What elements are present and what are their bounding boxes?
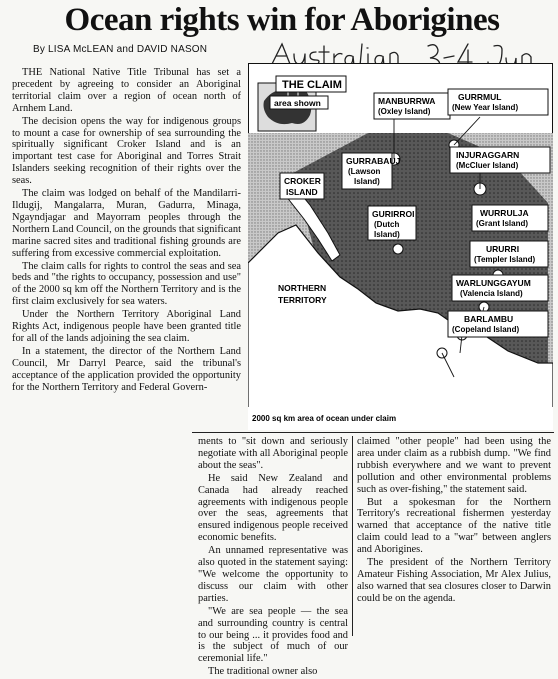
paragraph: "We are sea people — the sea and surrounding country is central to our being ... it provides food and is the subject of much of our ceremonial life." <box>198 605 348 665</box>
svg-text:(Valencia Island): (Valencia Island) <box>460 289 523 298</box>
headline: Ocean rights win for Aborigines <box>64 2 500 38</box>
paragraph: He said New Zealand and Canada had already reached agreements with indigenous people over the seas, agreements that ensured indigenous people received economic benefits. <box>198 472 348 544</box>
paragraph: An unnamed representative was also quoted in the statement saying: "We welcome the opportunity to discuss our claim with other parties. <box>198 545 348 604</box>
paragraph: But a spokesman for the Northern Territory's recreational fishermen yesterday warned that acceptance of the native title claim could lead to a "war" between anglers and Aborigines. <box>357 496 551 556</box>
map-title: THE CLAIM <box>282 79 342 91</box>
place-warlunggayum: WARLUNGGAYUM <box>456 278 531 288</box>
svg-text:Island): Island) <box>374 230 400 239</box>
svg-text:(McCluer Island): (McCluer Island) <box>456 161 519 170</box>
column-rule-vertical <box>352 436 353 636</box>
paragraph: The decision opens the way for indigenous groups to mount a case for ownership of sea surrounding the spiritually significant Croker Island and is an important test case for Aboriginal and Torres Strait Islanders seeking recognition of their rights over the seas. <box>12 115 241 187</box>
place-northern-territory: NORTHERN <box>278 283 327 293</box>
place-gurirroi: GURIRROI <box>372 209 415 219</box>
place-gurrmul: GURRMUL <box>458 92 502 102</box>
paragraph: ments to "sit down and seriously negotiate with all Aboriginal people about the seas". <box>198 436 348 471</box>
place-wurrulja: WURRULJA <box>480 208 529 218</box>
article-column-1 <box>12 67 241 394</box>
paragraph: THE National Native Title Tribunal has set a precedent by agreeing to consider an Aboriginal territorial claim over a region of ocean north of Arnhem Land. <box>12 67 241 114</box>
place-manburrwa: MANBURRWA <box>378 96 436 106</box>
svg-text:ISLAND: ISLAND <box>286 187 318 197</box>
place-ururri: URURRI <box>486 244 520 254</box>
svg-text:(Dutch: (Dutch <box>374 220 400 229</box>
column-rule-top <box>192 432 554 433</box>
svg-text:(Oxley Island): (Oxley Island) <box>378 107 431 116</box>
svg-text:(New Year Island): (New Year Island) <box>452 103 519 112</box>
place-croker-island: CROKER <box>284 176 321 186</box>
paragraph: The traditional owner also <box>208 666 318 678</box>
paragraph: The claim calls for rights to control the seas and sea beds and "the rights to occupancy, possession and use" of the 2000 sq km off the Northern Territory and is the first claim exclusively for sea waters. <box>12 260 241 308</box>
svg-text:Island): Island) <box>354 177 380 186</box>
place-gurrabauj: GURRABAUJ <box>346 156 401 166</box>
paragraph: In a statement, the director of the Northern Land Council, Mr Darryl Pearce, said the tribunal's acceptance of the application provided the opportunity for the Northern Territory and Federal Govern- <box>12 345 241 393</box>
place-barlambu: BARLAMBU <box>464 314 514 324</box>
byline: By LISA McLEAN and DAVID NASON <box>33 44 208 55</box>
paragraph: The claim was lodged on behalf of the Mandilarri-Ildugij, Mangalarra, Muran, Gadurra, Minaga, Ngayndjagar and Mayorram peoples through the Northern Land Council, on the grounds that significant marine sacred sites and traditional fishing grounds are suffering from excessive commercial exploitation. <box>12 188 241 259</box>
place-injuraggarn: INJURAGGARN <box>456 150 520 160</box>
svg-text:(Lawson: (Lawson <box>348 167 381 176</box>
article-column-2 <box>198 436 348 679</box>
svg-text:TERRITORY: TERRITORY <box>278 295 327 305</box>
svg-text:(Templer Island): (Templer Island) <box>474 255 536 264</box>
paragraph: The president of the Northern Territory Amateur Fishing Association, Mr Alex Julius, also warned that sea closures closer to Darwin could be on the agenda. <box>357 557 551 604</box>
paragraph: Under the Northern Territory Aboriginal Land Rights Act, indigenous people have been granted title for all of the lands adjoining the sea claim. <box>12 309 241 344</box>
area-shown-label: area shown <box>274 98 321 108</box>
svg-text:(Copeland Island): (Copeland Island) <box>452 325 520 334</box>
article-column-3 <box>357 436 551 606</box>
claim-map <box>248 63 553 430</box>
svg-text:(Grant Island): (Grant Island) <box>476 219 529 228</box>
paragraph: claimed "other people" had been using the area under claim as a rubbish dump. "We find rubbish everywhere and we want to prevent pollution and other environmental problems such as over-fishing," the statement said. <box>357 436 551 495</box>
map-caption: 2000 sq km area of ocean under claim <box>252 414 397 423</box>
